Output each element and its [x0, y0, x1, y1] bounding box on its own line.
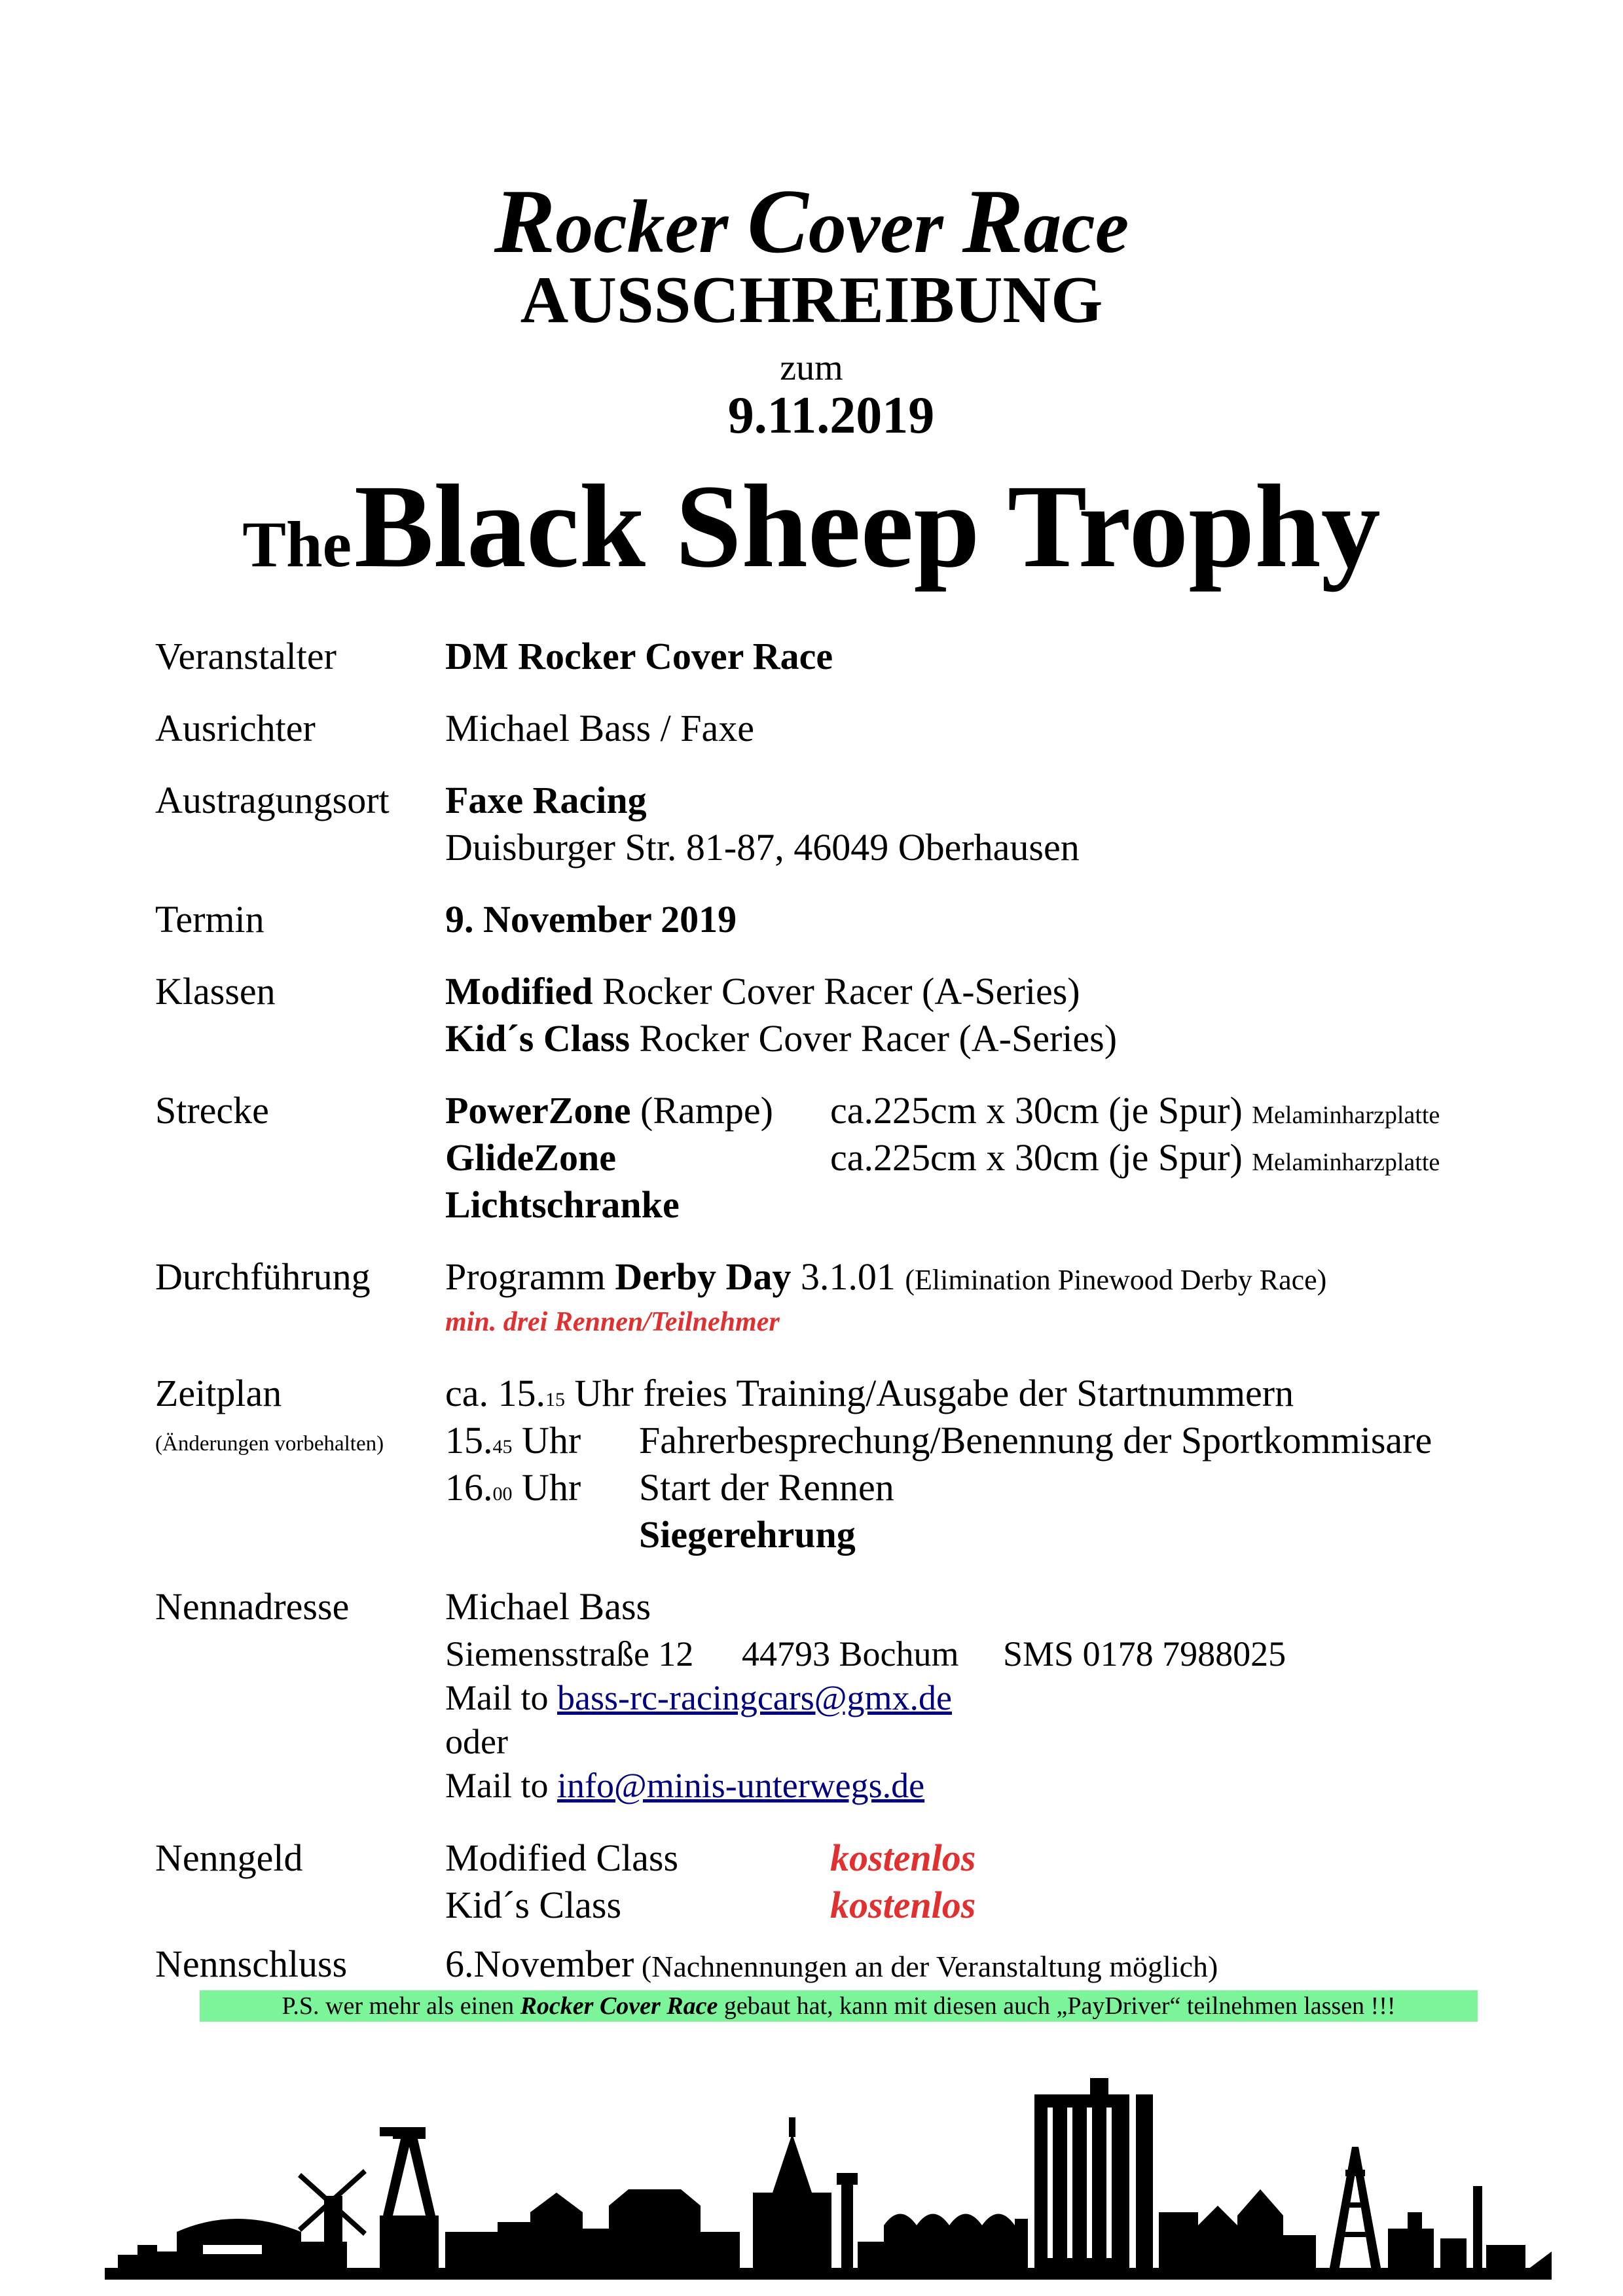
value-min-rennen: min. drei Rennen/Teilnehmer [445, 1307, 780, 1337]
label-zeitplan: Zeitplan [155, 1372, 282, 1414]
value-timing: Lichtschranke [445, 1183, 680, 1226]
label-nennschluss: Nennschluss [155, 1943, 348, 1985]
label-zeitplan-note: (Änderungen vorbehalten) [155, 1432, 384, 1456]
value-oder: oder [445, 1722, 508, 1761]
label-durchfuehrung: Durchführung [155, 1255, 371, 1298]
label-ausrichter: Ausrichter [155, 707, 316, 749]
value-programm: Programm Derby Day 3.1.01 (Elimination Pinewood Derby Race) [445, 1255, 1327, 1298]
label-veranstalter: Veranstalter [155, 635, 337, 677]
event-date-heading: 9.11.2019 [727, 387, 935, 444]
label-nennadresse: Nennadresse [155, 1585, 350, 1628]
value-lane-glidezone: GlideZone [445, 1136, 617, 1179]
value-fee-modified: kostenlos [830, 1837, 976, 1879]
value-schedule-1: ca. 15.15 Uhr freies Training/Ausgabe der Startnummern [445, 1372, 1294, 1414]
zum-text: zum [780, 348, 843, 388]
title-the: The [242, 508, 352, 581]
value-schedule-4-text: Siegerehrung [639, 1513, 856, 1556]
value-class-modified: Modified Rocker Cover Racer (A-Series) [445, 970, 1080, 1013]
value-ausrichter: Michael Bass / Faxe [445, 707, 754, 749]
label-klassen: Klassen [155, 970, 276, 1013]
value-fee-modified-class: Modified Class [445, 1837, 679, 1879]
value-contact-city: 44793 Bochum [742, 1634, 959, 1674]
label-austragungsort: Austragungsort [155, 779, 390, 821]
value-fee-kids-class: Kid´s Class [445, 1884, 622, 1926]
value-address: Duisburger Str. 81-87, 46049 Oberhausen [445, 826, 1080, 869]
label-strecke: Strecke [155, 1089, 269, 1132]
ausschreibung-heading: AUSSCHREIBUNG [520, 263, 1103, 337]
label-termin: Termin [155, 898, 264, 941]
label-nenngeld: Nenngeld [155, 1837, 303, 1879]
value-fee-kids: kostenlos [830, 1884, 976, 1926]
value-class-kids: Kid´s Class Rocker Cover Racer (A-Series) [445, 1017, 1118, 1060]
value-schedule-3-time: 16.00 Uhr [445, 1466, 581, 1509]
value-contact-sms: SMS 0178 7988025 [1003, 1634, 1286, 1674]
mail-link-minis[interactable]: info@minis-unterwegs.de [557, 1766, 925, 1805]
value-venue: Faxe Racing [445, 779, 647, 821]
rocker-cover-race-heading: Rocker Cover Race [494, 171, 1129, 272]
value-schedule-2-time: 15.45 Uhr [445, 1419, 581, 1462]
value-mail-1: Mail to bass-rc-racingcars@gmx.de [445, 1678, 952, 1717]
value-contact-name: Michael Bass [445, 1585, 651, 1628]
value-veranstalter: DM Rocker Cover Race [445, 635, 833, 677]
value-lane-powerzone: PowerZone (Rampe) [445, 1089, 773, 1132]
value-contact-street: Siemensstraße 12 [445, 1634, 694, 1674]
value-lane-powerzone-dim: ca.225cm x 30cm (je Spur) Melaminharzplatte [830, 1089, 1440, 1132]
title-black-sheep-trophy: Black Sheep Trophy [354, 461, 1381, 592]
value-lane-glidezone-dim: ca.225cm x 30cm (je Spur) Melaminharzplatte [830, 1136, 1440, 1179]
value-schedule-3-text: Start der Rennen [639, 1466, 894, 1509]
city-skyline-silhouette [105, 2055, 1552, 2281]
value-mail-2: Mail to info@minis-unterwegs.de [445, 1766, 925, 1805]
value-nennschluss: 6.November (Nachnennungen an der Veranstaltung möglich) [445, 1943, 1218, 1985]
ps-paydriver-banner: P.S. wer mehr als einen Rocker Cover Race gebaut hat, kann mit diesen auch „PayDriver“ teilnehmen lassen !!! [200, 1990, 1478, 2022]
trophy-title [0, 458, 1623, 595]
mail-link-gmx[interactable]: bass-rc-racingcars@gmx.de [557, 1678, 952, 1717]
value-schedule-2-text: Fahrerbesprechung/Benennung der Sportkommisare [639, 1419, 1432, 1462]
value-termin: 9. November 2019 [445, 898, 737, 941]
